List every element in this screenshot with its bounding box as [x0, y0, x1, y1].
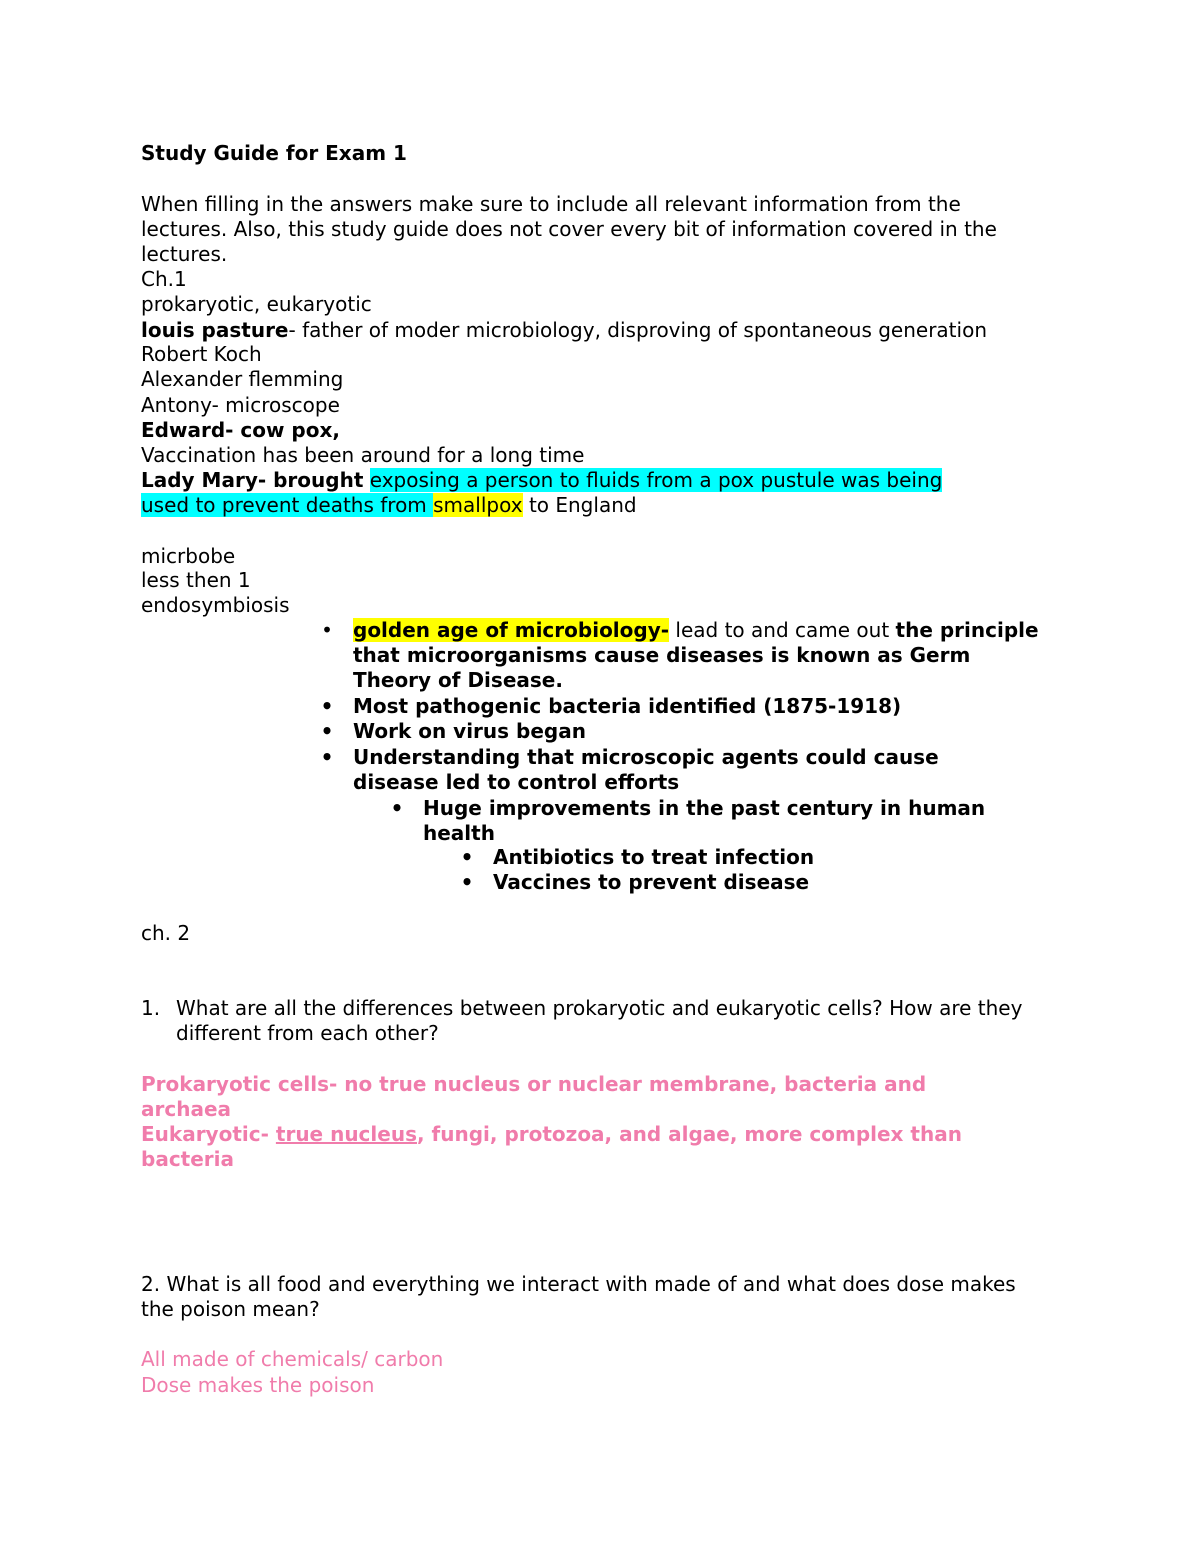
answer-1-eukaryotic: Eukaryotic- true nucleus, fungi, protozoa, and algae, more complex than bacteria: [141, 1122, 962, 1171]
ch1-line-less: less then 1: [141, 568, 251, 592]
ch1-line-koch: Robert Koch: [141, 342, 262, 366]
ch1-line-endosymbiosis: endosymbiosis: [141, 593, 290, 617]
bullet-understanding: • Understanding that microscopic agents could cause disease led to control efforts: [320, 745, 939, 794]
bullet-pathogenic: • Most pathogenic bacteria identified (1875-1918): [320, 694, 902, 718]
question-1: [141, 996, 1041, 1046]
answer-1-prokaryotic: Prokaryotic cells- no true nucleus or nuclear membrane, bacteria and archaea: [141, 1072, 927, 1121]
bullet-golden-age: • golden age of microbiology- lead to and came out the principle that microorganisms cause diseases is known as Germ Theory of Disease.: [321, 618, 1039, 692]
doc-title: Study Guide for Exam 1: [141, 141, 407, 165]
pasteur-desc: - father of moder microbiology, disproving of spontaneous generation: [288, 318, 987, 342]
ch1-line-antony: Antony- microscope: [141, 393, 340, 417]
ch1-line-vaccination: Vaccination has been around for a long time: [141, 443, 585, 467]
ch1-line-prokaryotic: prokaryotic, eukaryotic: [141, 292, 372, 316]
true-nucleus-underline: true nucleus: [275, 1122, 417, 1146]
bullet-vaccines: • Vaccines to prevent disease: [460, 870, 810, 894]
question-1-number: 1.: [141, 996, 161, 1020]
lady-mary-highlight-2: used to prevent deaths from: [141, 493, 427, 517]
ch1-line-lady-mary-2: [141, 493, 637, 518]
smallpox-highlight: smallpox: [433, 493, 523, 517]
lady-mary-name: Lady Mary- brought: [141, 468, 364, 492]
bullet-virus: • Work on virus began: [320, 719, 586, 743]
ch1-line-lady-mary-1: [141, 468, 942, 493]
ch1-line-pasteur: [141, 318, 987, 343]
intro-paragraph: When filling in the answers make sure to include all relevant information from the lectures. Also, this study guide does not cover every bit of information covered in the lectures.: [141, 192, 997, 266]
question-2-text: 2. What is all food and everything we interact with made of and what does dose makes the poison mean?: [141, 1272, 1016, 1321]
ch2-heading: ch. 2: [141, 921, 191, 945]
pasteur-name: louis pasture: [141, 318, 289, 342]
question-1-text: What are all the differences between prokaryotic and eukaryotic cells? How are they different from each other?: [176, 996, 1023, 1045]
bullet-improvements: • Huge improvements in the past century in human health: [390, 796, 986, 845]
answer-2-line-2: Dose makes the poison: [141, 1373, 375, 1397]
bullet-antibiotics: • Antibiotics to treat infection: [460, 845, 815, 869]
golden-age-highlight: golden age of microbiology-: [353, 618, 670, 642]
ch1-heading: Ch.1: [141, 267, 187, 291]
lady-mary-end: to England: [528, 493, 637, 517]
answer-2-line-1: All made of chemicals/ carbon: [141, 1347, 444, 1371]
ch1-line-microbe: micrbobe: [141, 544, 236, 568]
ch1-line-edward: Edward- cow pox,: [141, 418, 340, 442]
ch1-line-fleming: Alexander flemming: [141, 367, 344, 391]
lady-mary-highlight-1: exposing a person to fluids from a pox pustule was being: [369, 468, 943, 492]
